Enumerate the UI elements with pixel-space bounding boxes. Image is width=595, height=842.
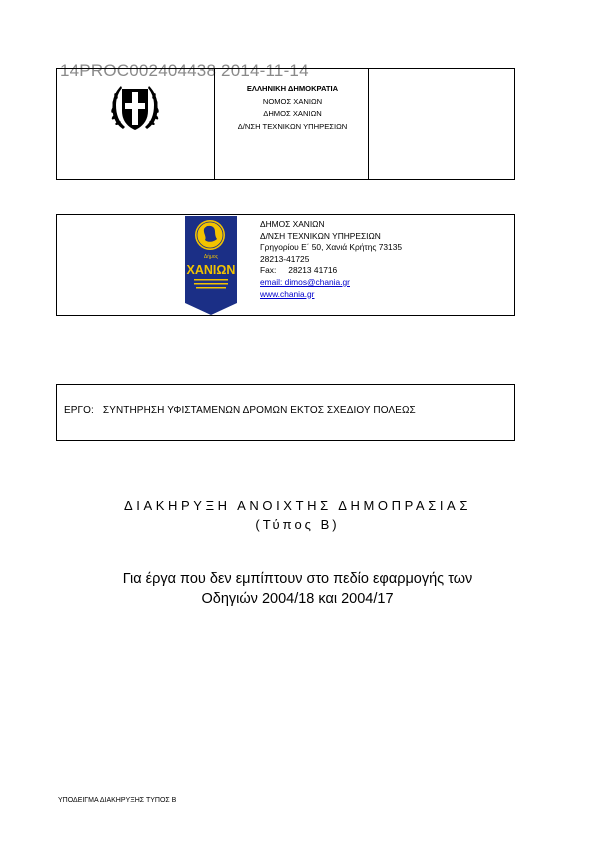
logo-small-text: Δήμος: [203, 254, 219, 260]
project-title: ΣΥΝΤΗΡΗΣΗ ΥΦΙΣΤΑΜΕΝΩΝ ΔΡΟΜΩΝ ΕΚΤΟΣ ΣΧΕΔΙΟΥ ΠΟΛΕΩΣ: [102, 405, 416, 416]
document-type: (Τύπος Β): [255, 517, 340, 532]
header-box: [56, 68, 515, 180]
municipality-department: Δ/ΝΣΗ ΤΕΧΝΙΚΩΝ ΥΠΗΡΕΣΙΩΝ: [260, 230, 381, 241]
logo-title-text: ΧΑΝΙΩΝ: [186, 263, 236, 277]
header-line: ΕΛΛΗΝΙΚΗ ΔΗΜΟΚΡΑΤΙΑ: [246, 84, 339, 93]
header-line: Δ/ΝΣΗ ΤΕΧΝΙΚΩΝ ΥΠΗΡΕΣΙΩΝ: [237, 121, 348, 131]
municipality-website-link[interactable]: www.chania.gr: [260, 288, 315, 299]
header-authority-text: [215, 83, 370, 133]
project-line: [64, 405, 416, 416]
document-title: ΔΙΑΚΗΡΥΞΗ ΑΝΟΙΧΤΗΣ ΔΗΜΟΠΡΑΣΙΑΣ: [124, 498, 471, 513]
project-box: [56, 384, 515, 441]
municipality-box: [56, 214, 515, 316]
header-line: ΝΟΜΟΣ ΧΑΝΙΩΝ: [262, 96, 323, 106]
fax-label: Fax:: [260, 265, 277, 276]
municipality-email-link[interactable]: email: dimos@chania.gr: [260, 276, 350, 287]
municipality-name: ΔΗΜΟΣ ΧΑΝΙΩΝ: [260, 219, 325, 229]
header-line: ΔΗΜΟΣ ΧΑΝΙΩΝ: [263, 109, 322, 118]
fax-number: 28213 41716: [288, 265, 338, 276]
document-subtitle-line2: Οδηγιών 2004/18 και 2004/17: [201, 591, 394, 607]
municipality-phone: 28213-41725: [260, 253, 310, 264]
greek-state-emblem-icon: [100, 77, 170, 137]
page-footer: ΥΠΟΔΕΙΓΜΑ ΔΙΑΚΗΡΥΞΗΣ ΤΥΠΟΣ Β: [58, 797, 177, 804]
municipality-contact: [260, 219, 402, 300]
project-label: ΕΡΓΟ:: [64, 405, 94, 416]
municipality-of-chania-logo: [184, 215, 238, 316]
document-subtitle-line1: Για έργα που δεν εμπίπτουν στο πεδίο εφαρμογής των: [122, 571, 473, 587]
municipality-fax: [260, 265, 402, 277]
document-id-watermark: 14PROC002404438 2014-11-14: [60, 61, 309, 80]
municipality-address: Γρηγορίου Ε΄ 50, Χανιά Κρήτης 73135: [260, 242, 403, 253]
